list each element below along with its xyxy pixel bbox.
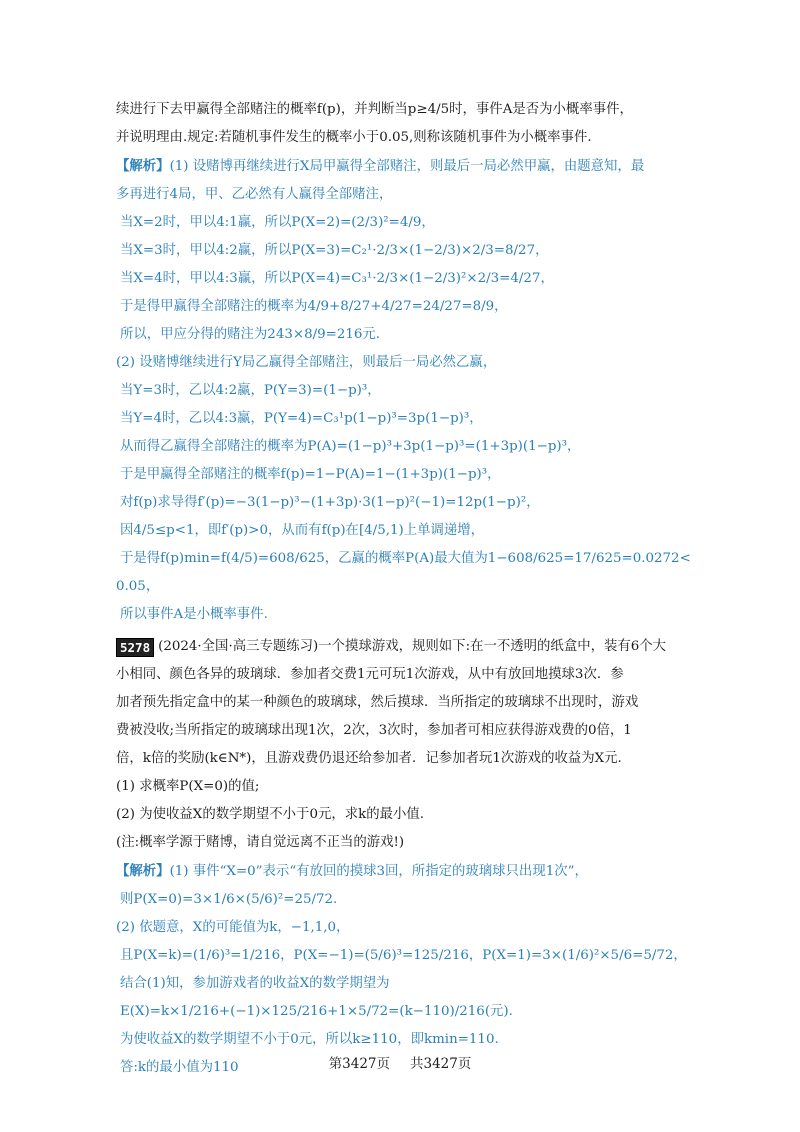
- question-line: 续进行下去甲赢得全部赌注的概率f(p)，并判断当p≥4/5时，事件A是否为小概率事件，: [116, 102, 633, 117]
- solution-line: 结合(1)知，参加游戏者的收益X的数学期望为: [120, 976, 390, 991]
- previous-question: [116, 96, 686, 152]
- problem-number-badge: 5278: [116, 638, 154, 657]
- question-line: 倍，k倍的奖励(k∈N*)，且游戏费仍退还给参加者．记参加者玩1次游戏的收益为X元.: [116, 751, 622, 766]
- question-line: 小相同、颜色各异的玻璃球．参加者交费1元可玩1次游戏，从中有放回地摸球3次．参: [116, 667, 624, 682]
- solution-line: 所以事件A是小概率事件.: [120, 607, 268, 622]
- solution-line: 则P(X=0)=3×1/6×(5/6)²=25/72.: [120, 892, 338, 907]
- solution-line: 当Y=3时，乙以4:2赢，P(Y=3)=(1−p)³，: [120, 383, 381, 398]
- question-line: (1) 求概率P(X=0)的值;: [116, 779, 260, 794]
- solution-label: 【解析】: [116, 158, 170, 174]
- solution-line: 当X=3时，甲以4:2赢，所以P(X=3)=C₂¹·2/3×(1−2/3)×2/3=8/27，: [120, 243, 549, 258]
- question-line: 费被没收;当所指定的玻璃球出现1次，2次，3次时，参加者可相应获得游戏费的0倍，1: [116, 723, 632, 738]
- solution-line: 答:k的最小值为110: [120, 1060, 239, 1075]
- solution-line: 0.05，: [116, 579, 160, 594]
- question-line: 加者预先指定盒中的某一种颜色的玻璃球，然后摸球．当所指定的玻璃球不出现时，游戏: [116, 695, 639, 710]
- solution-line: 于是得甲赢得全部赌注的概率为4/9+8/27+4/27=24/27=8/9，: [120, 299, 508, 314]
- solution-line: 且P(X=k)=(1/6)³=1/216，P(X=−1)=(5/6)³=125/216，P(X=1)=3×(1/6)²×5/6=5/72，: [120, 948, 687, 963]
- solution-line: (2) 设赌博继续进行Y局乙赢得全部赌注，则最后一局必然乙赢，: [116, 355, 497, 370]
- page-total: 共3427页: [410, 1056, 472, 1072]
- solution-line: 多再进行4局，甲、乙必然有人赢得全部赌注，: [116, 187, 393, 202]
- previous-solution: [116, 152, 691, 629]
- question-line: (2) 为使收益X的数学期望不小于0元，求k的最小值.: [116, 807, 425, 822]
- solution-line: 于是得f(p)min=f(4/5)=608/625，乙赢的概率P(A)最大值为1−608/625=17/625=0.0272<: [120, 551, 691, 566]
- question-line: (注:概率学源于赌博，请自觉远离不正当的游戏!): [116, 835, 405, 850]
- question-line: 并说明理由.规定:若随机事件发生的概率小于0.05,则称该随机事件为小概率事件.: [116, 130, 592, 145]
- solution-line: 所以，甲应分得的赌注为243×8/9=216元.: [120, 327, 381, 342]
- solution-line: 当X=2时，甲以4:1赢，所以P(X=2)=(2/3)²=4/9，: [120, 215, 435, 230]
- question-line: (2024·全国·高三专题练习)一个摸球游戏，规则如下:在一不透明的纸盒中，装有6个大: [158, 639, 667, 654]
- solution-line: (1) 设赌博再继续进行X局甲赢得全部赌注，则最后一局必然甲赢，由题意知，最: [169, 159, 645, 174]
- solution-line: 当Y=4时，乙以4:3赢，P(Y=4)=C₃¹p(1−p)³=3p(1−p)³，: [120, 411, 483, 426]
- problem-5278: [116, 633, 686, 1082]
- page-content: [116, 96, 691, 1082]
- solution-line: 对f(p)求导得f′(p)=−3(1−p)³−(1+3p)·3(1−p)²(−1)=12p(1−p)²，: [120, 495, 540, 510]
- solution-line: (2) 依题意，X的可能值为k，−1,1,0，: [116, 920, 350, 935]
- page-footer: [0, 1052, 800, 1072]
- page-number: 第3427页: [328, 1056, 390, 1072]
- solution-line: E(X)=k×1/216+(−1)×125/216+1×5/72=(k−110)/216(元).: [120, 1004, 513, 1019]
- solution-line: 于是甲赢得全部赌注的概率f(p)=1−P(A)=1−(1+3p)(1−p)³，: [120, 467, 501, 482]
- solution-line: 为使收益X的数学期望不小于0元，所以k≥110，即kmin=110.: [120, 1032, 499, 1047]
- solution-label: 【解析】: [116, 863, 170, 879]
- solution-line: (1) 事件“X=0”表示“有放回的摸球3回，所指定的玻璃球只出现1次”，: [169, 864, 588, 879]
- solution-line: 因4/5≤p<1，即f′(p)>0，从而有f(p)在[4/5,1)上单调递增，: [120, 523, 485, 538]
- solution-line: 从而得乙赢得全部赌注的概率为P(A)=(1−p)³+3p(1−p)³=(1+3p)(1−p)³，: [120, 439, 581, 454]
- solution-line: 当X=4时，甲以4:3赢，所以P(X=4)=C₃¹·2/3×(1−2/3)²×2/3=4/27，: [120, 271, 554, 286]
